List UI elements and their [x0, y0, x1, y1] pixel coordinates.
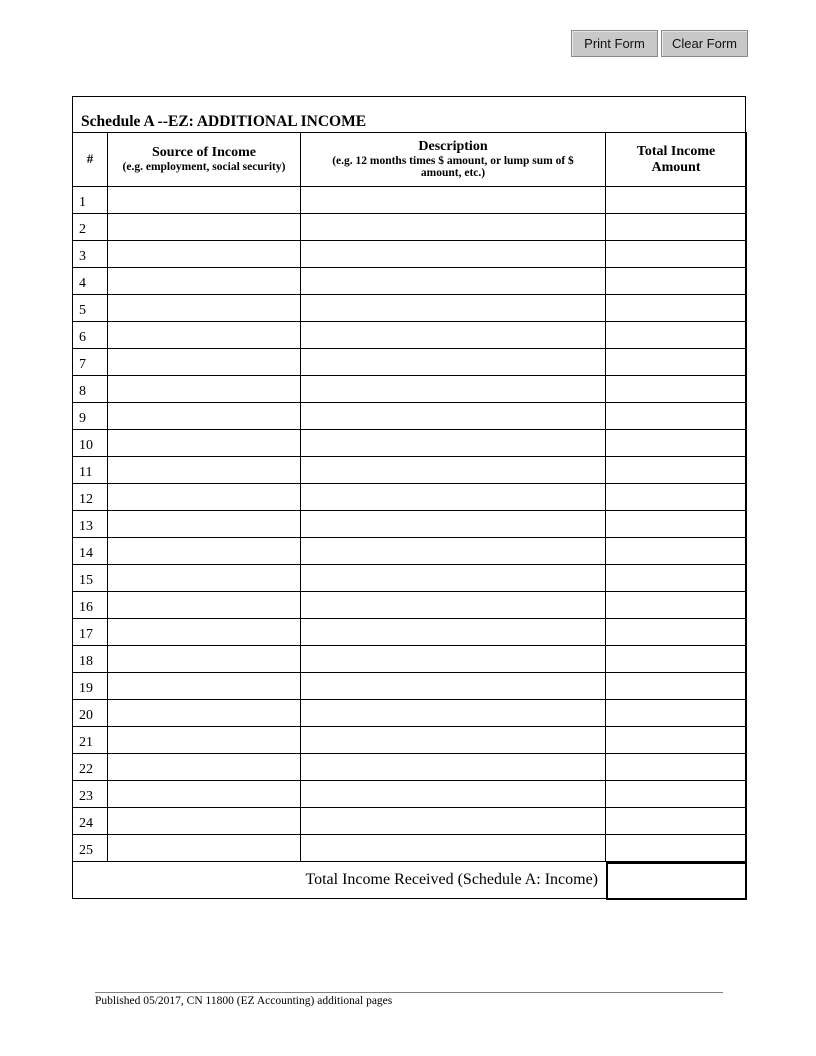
row-number: 15 [73, 565, 108, 592]
income-amount-field[interactable] [606, 808, 747, 835]
row-number: 12 [73, 484, 108, 511]
row-number: 5 [73, 295, 108, 322]
row-number: 17 [73, 619, 108, 646]
description-field[interactable] [301, 268, 606, 295]
table-row [73, 565, 747, 592]
table-row [73, 538, 747, 565]
table-row [73, 835, 747, 862]
source-of-income-field[interactable] [108, 538, 301, 565]
source-header-hint: (e.g. employment, social security) [122, 160, 286, 173]
income-amount-field[interactable] [606, 673, 747, 700]
source-of-income-field[interactable] [108, 592, 301, 619]
table-row [73, 700, 747, 727]
income-amount-field[interactable] [606, 268, 747, 295]
description-field[interactable] [301, 457, 606, 484]
description-field[interactable] [301, 781, 606, 808]
table-row [73, 214, 747, 241]
description-field[interactable] [301, 835, 606, 862]
description-field[interactable] [301, 511, 606, 538]
source-of-income-field[interactable] [108, 619, 301, 646]
source-of-income-field[interactable] [108, 484, 301, 511]
source-of-income-field[interactable] [108, 295, 301, 322]
income-amount-field[interactable] [606, 430, 747, 457]
source-of-income-field[interactable] [108, 241, 301, 268]
income-amount-field[interactable] [606, 727, 747, 754]
income-amount-field[interactable] [606, 322, 747, 349]
table-row [73, 646, 747, 673]
source-of-income-field[interactable] [108, 727, 301, 754]
income-amount-field[interactable] [606, 214, 747, 241]
description-field[interactable] [301, 727, 606, 754]
column-header-description [301, 133, 606, 187]
table-row [73, 376, 747, 403]
description-field[interactable] [301, 295, 606, 322]
description-field[interactable] [301, 808, 606, 835]
table-row [73, 673, 747, 700]
source-header-label: Source of Income [152, 145, 256, 161]
source-of-income-field[interactable] [108, 835, 301, 862]
description-field[interactable] [301, 403, 606, 430]
table-row [73, 430, 747, 457]
column-header-number: # [73, 133, 108, 187]
source-of-income-field[interactable] [108, 781, 301, 808]
row-number: 11 [73, 457, 108, 484]
table-row [73, 727, 747, 754]
table-row [73, 781, 747, 808]
form-title: Schedule A --EZ: ADDITIONAL INCOME [81, 113, 367, 130]
income-amount-field[interactable] [606, 565, 747, 592]
source-of-income-field[interactable] [108, 214, 301, 241]
income-amount-field[interactable] [606, 592, 747, 619]
income-amount-field[interactable] [606, 538, 747, 565]
description-field[interactable] [301, 241, 606, 268]
row-number: 20 [73, 700, 108, 727]
income-amount-field[interactable] [606, 619, 747, 646]
income-amount-field[interactable] [606, 349, 747, 376]
description-field[interactable] [301, 619, 606, 646]
footer-publication-note: Published 05/2017, CN 11800 (EZ Accounting) additional pages [95, 995, 393, 1007]
description-field[interactable] [301, 565, 606, 592]
description-field[interactable] [301, 538, 606, 565]
row-number: 4 [73, 268, 108, 295]
source-of-income-field[interactable] [108, 268, 301, 295]
source-of-income-field[interactable] [108, 403, 301, 430]
row-number: 23 [73, 781, 108, 808]
table-row [73, 295, 747, 322]
row-number: 24 [73, 808, 108, 835]
table-row [73, 241, 747, 268]
row-number: 19 [73, 673, 108, 700]
schedule-a-form [72, 96, 746, 899]
row-number: 21 [73, 727, 108, 754]
row-number: 9 [73, 403, 108, 430]
source-of-income-field[interactable] [108, 457, 301, 484]
income-table [72, 132, 747, 862]
source-of-income-field[interactable] [108, 754, 301, 781]
source-of-income-field[interactable] [108, 700, 301, 727]
table-row [73, 754, 747, 781]
income-amount-field[interactable] [606, 700, 747, 727]
table-row [73, 511, 747, 538]
description-field[interactable] [301, 484, 606, 511]
row-number: 10 [73, 430, 108, 457]
row-number: 8 [73, 376, 108, 403]
source-of-income-field[interactable] [108, 673, 301, 700]
income-amount-field[interactable] [606, 376, 747, 403]
description-field[interactable] [301, 322, 606, 349]
row-number: 18 [73, 646, 108, 673]
description-field[interactable] [301, 700, 606, 727]
row-number: 1 [73, 187, 108, 214]
total-income-label: Total Income Received (Schedule A: Income) [305, 871, 598, 888]
description-header-hint: (e.g. 12 months times $ amount, or lump sum of $ amount, etc.) [332, 154, 574, 180]
description-field[interactable] [301, 214, 606, 241]
description-field[interactable] [301, 349, 606, 376]
source-of-income-field[interactable] [108, 322, 301, 349]
income-amount-field[interactable] [606, 295, 747, 322]
income-amount-field[interactable] [606, 835, 747, 862]
income-amount-field[interactable] [606, 484, 747, 511]
description-field[interactable] [301, 592, 606, 619]
table-row [73, 403, 747, 430]
source-of-income-field[interactable] [108, 565, 301, 592]
table-header-row [73, 133, 747, 187]
clear-form-button[interactable]: Clear Form [661, 30, 748, 57]
total-header-line2: Amount [651, 159, 701, 175]
table-row [73, 457, 747, 484]
source-of-income-field[interactable] [108, 349, 301, 376]
table-row [73, 268, 747, 295]
source-of-income-field[interactable] [108, 376, 301, 403]
total-income-row [72, 862, 746, 899]
source-of-income-field[interactable] [108, 646, 301, 673]
row-number: 2 [73, 214, 108, 241]
income-amount-field[interactable] [606, 781, 747, 808]
income-amount-field[interactable] [606, 511, 747, 538]
column-header-total [606, 133, 747, 187]
column-header-source [108, 133, 301, 187]
income-amount-field[interactable] [606, 187, 747, 214]
description-field[interactable] [301, 673, 606, 700]
income-amount-field[interactable] [606, 646, 747, 673]
total-header-line1: Total Income [636, 144, 716, 160]
row-number: 6 [73, 322, 108, 349]
description-field[interactable] [301, 187, 606, 214]
source-of-income-field[interactable] [108, 511, 301, 538]
print-form-button[interactable]: Print Form [571, 30, 658, 57]
table-row [73, 484, 747, 511]
table-row [73, 592, 747, 619]
row-number: 13 [73, 511, 108, 538]
row-number: 16 [73, 592, 108, 619]
table-row [73, 349, 747, 376]
row-number: 22 [73, 754, 108, 781]
income-amount-field[interactable] [606, 241, 747, 268]
table-row [73, 187, 747, 214]
total-income-field[interactable] [606, 862, 747, 900]
row-number: 3 [73, 241, 108, 268]
description-header-label: Description [418, 139, 488, 155]
source-of-income-field[interactable] [108, 430, 301, 457]
source-of-income-field[interactable] [108, 187, 301, 214]
description-field[interactable] [301, 646, 606, 673]
table-row [73, 808, 747, 835]
income-amount-field[interactable] [606, 403, 747, 430]
table-row [73, 322, 747, 349]
income-amount-field[interactable] [606, 457, 747, 484]
source-of-income-field[interactable] [108, 808, 301, 835]
row-number: 14 [73, 538, 108, 565]
description-field[interactable] [301, 376, 606, 403]
footer-divider [95, 992, 723, 993]
description-field[interactable] [301, 754, 606, 781]
row-number: 25 [73, 835, 108, 862]
table-row [73, 619, 747, 646]
row-number: 7 [73, 349, 108, 376]
description-field[interactable] [301, 430, 606, 457]
income-amount-field[interactable] [606, 754, 747, 781]
